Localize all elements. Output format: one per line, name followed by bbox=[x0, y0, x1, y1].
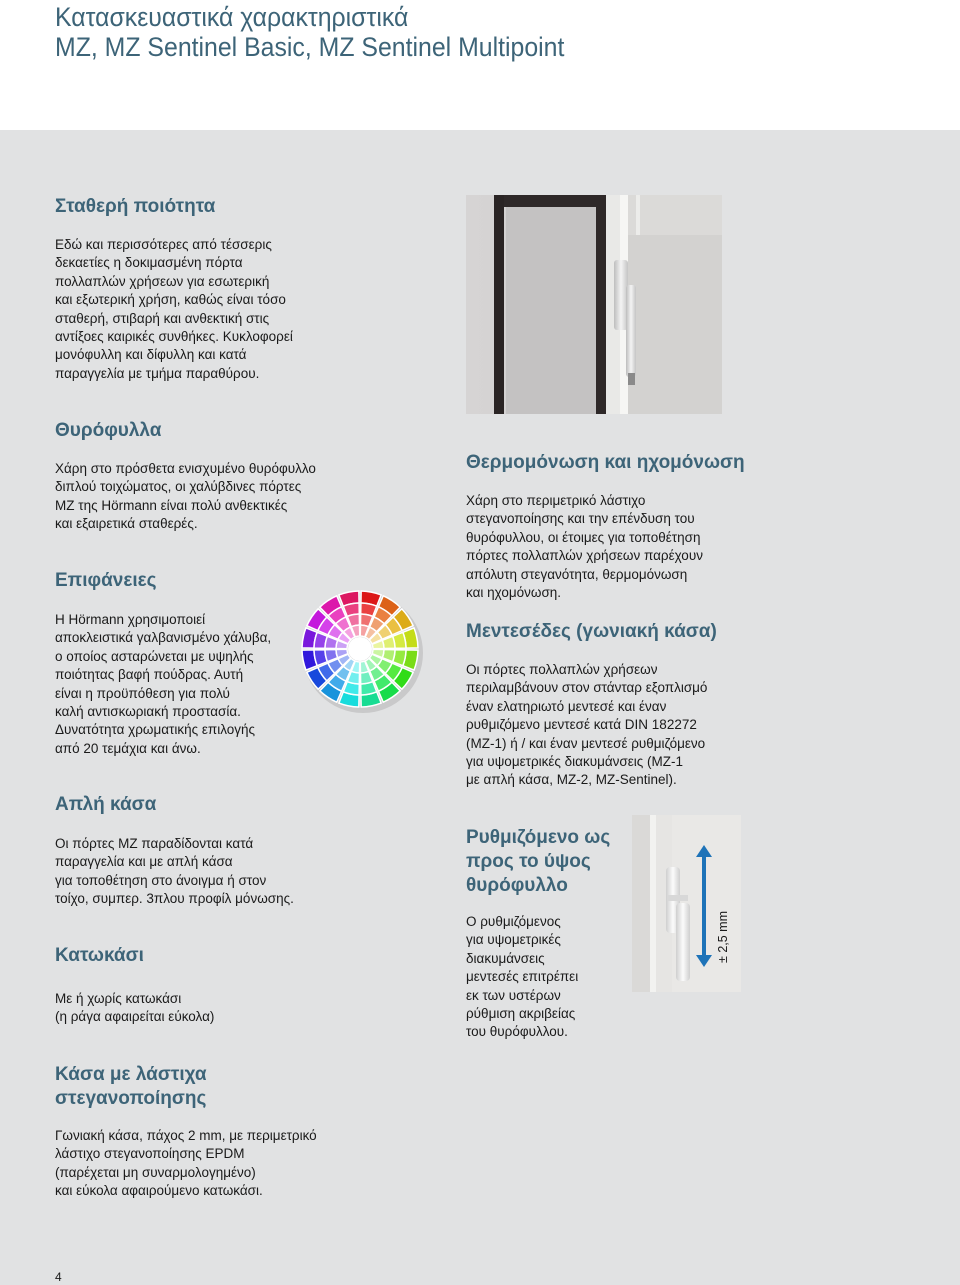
hinges-heading: Μεντεσέδες (γωνιακή κάσα) bbox=[466, 621, 717, 642]
color-wheel-image bbox=[296, 585, 424, 713]
frame-seal-heading: Κάσα με λάστιχα στεγανοποίησης bbox=[55, 1064, 207, 1109]
page-number: 4 bbox=[55, 1270, 62, 1284]
title-line-1: Κατασκευαστικά χαρακτηριστικά bbox=[55, 2, 409, 32]
adjustable-text: Ο ρυθμιζόμενος για υψομετρικές διακυμάνσεις μεντεσές επιτρέπει εκ των υστέρων ρύθμιση ακριβείας του θυρόφυλλου. bbox=[466, 914, 579, 1040]
hinges-text: Οι πόρτες πολλαπλών χρήσεων περιλαμβάνουν στον στάνταρ εξοπλισμό έναν ελατηριωτό μεντεσέ και έναν ρυθμιζόμενο μεντεσέ κατά DIN 182272 (MZ-1) ή / και έναν μεντεσέ ρυθμιζόμενο για υψομετρικές διακυμάνσεις (MZ-1 με απλή κάσα, MZ-2, MZ-Sentinel). bbox=[466, 662, 708, 788]
adjust-label-holder bbox=[716, 883, 734, 963]
adjust-arrow-icon bbox=[696, 845, 712, 967]
leaf-text: Χάρη στο πρόσθετα ενισχυμένο θυρόφυλλο διπλού τοιχώματος, οι χαλύβδινες πόρτες MZ της Hörmann είναι πολύ ανθεκτικές και εξαιρετικά σταθερές. bbox=[55, 461, 316, 532]
door-hinge-illustration bbox=[466, 195, 722, 414]
quality-heading: Σταθερή ποιότητα bbox=[55, 196, 216, 217]
insulation-text: Χάρη στο περιμετρικό λάστιχο στεγανοποίησης και την επένδυση του θυρόφυλλου, οι έτοιμες για τοποθέτηση πόρτες πολλαπλών χρήσεων παρέχουν απόλυτη στεγανότητα, θερμομόνωση και ηχομόνωση. bbox=[466, 493, 703, 601]
title-line-2: MZ, MZ Sentinel Basic, MZ Sentinel Multipoint bbox=[55, 32, 565, 62]
threshold-heading: Κατωκάσι bbox=[55, 945, 144, 966]
threshold-text: Με ή χωρίς κατωκάσι (η ράγα αφαιρείται εύκολα) bbox=[55, 991, 215, 1025]
quality-text: Εδώ και περισσότερες από τέσσερις δεκαετίες η δοκιμασμένη πόρτα πολλαπλών χρήσεων για εσωτερική και εξωτερική χρήση, καθώς είναι τόσο σταθερή, στιβαρή και ανθεκτική στις αντίξοες καιρικές συνθήκες. Κυκλοφορεί μονόφυλλη και δίφυλλη και κατά παραγγελία με τμήμα παραθύρου. bbox=[55, 237, 293, 381]
insulation-heading: Θερμομόνωση και ηχομόνωση bbox=[466, 452, 745, 473]
surfaces-text: Η Hörmann χρησιμοποιεί αποκλειστικά γαλβανισμένο χάλυβα, ο οποίος ασταρώνεται με υψηλής ποιότητας βαφή πούδρας. Αυτή είναι η προϋπόθεση για πολύ καλή αντισκωριακή προστασία. Δυνατότητα χρωματικής επιλογής από 20 τεμάχια και άνω. bbox=[55, 612, 272, 756]
surfaces-heading: Επιφάνειες bbox=[55, 570, 157, 591]
frame-seal-text: Γωνιακή κάσα, πάχος 2 mm, με περιμετρικό λάστιχο στεγανοποίησης EPDM (παρέχεται μη συναρμολογημένο) και εύκολα αφαιρούμενο κατωκάσι. bbox=[55, 1128, 317, 1199]
color-wheel bbox=[296, 585, 424, 713]
color-wheel-center bbox=[348, 637, 372, 661]
block-frame-text: Οι πόρτες MZ παραδίδονται κατά παραγγελία και με απλή κάσα για τοποθέτηση στο άνοιγμα ή στον τοίχο, συμπερ. 3πλου προφίλ μόνωσης. bbox=[55, 836, 294, 907]
door-hinge-photo bbox=[466, 195, 722, 414]
adjustable-hinge-photo bbox=[632, 815, 741, 992]
leaf-heading: Θυρόφυλλα bbox=[55, 420, 162, 441]
adjustable-heading: Ρυθμιζόμενο ως προς το ύψος θυρόφυλλο bbox=[466, 827, 611, 896]
adjust-label: ± 2,5 mm bbox=[716, 910, 730, 963]
block-frame-heading: Απλή κάσα bbox=[55, 794, 157, 815]
page-title bbox=[55, 2, 564, 62]
